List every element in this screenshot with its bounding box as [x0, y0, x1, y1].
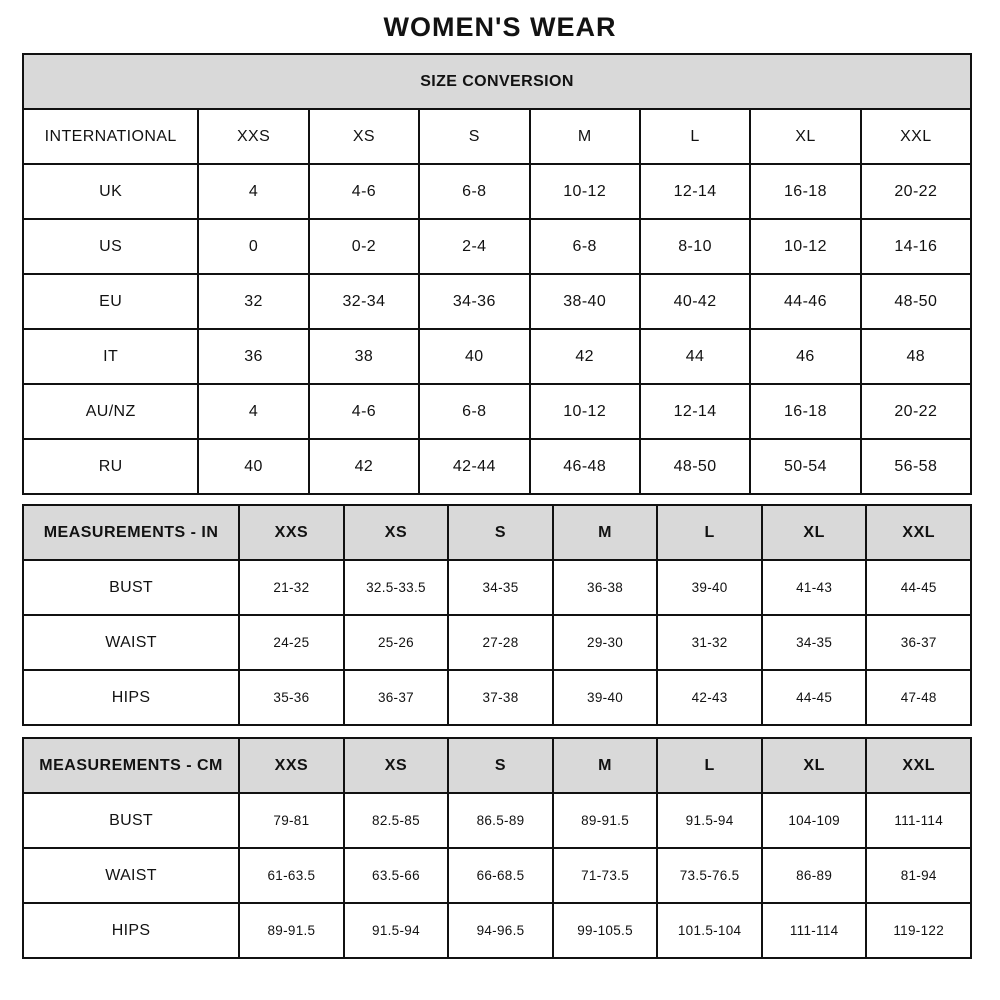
- size_conversion-value-cell: 44: [640, 329, 750, 384]
- measurements_in-value-cell: 44-45: [866, 560, 971, 615]
- size_conversion-row-au-nz: [23, 384, 971, 439]
- measurements_in-value-cell: 36-38: [553, 560, 658, 615]
- size_conversion-value-cell: 0-2: [309, 219, 419, 274]
- measurements_in-value-cell: 27-28: [448, 615, 553, 670]
- measurements_cm-header-label: MEASUREMENTS - CM: [23, 738, 239, 793]
- size_conversion-value-cell: 38-40: [530, 274, 640, 329]
- measurements_in-row-bust: [23, 560, 971, 615]
- size_conversion-row-international: [23, 109, 971, 164]
- size_conversion-value-cell: 6-8: [419, 384, 529, 439]
- measurements_in-row-label: BUST: [23, 560, 239, 615]
- measurements_in-value-cell: 37-38: [448, 670, 553, 725]
- size_conversion-value-cell: 40-42: [640, 274, 750, 329]
- size_conversion-value-cell: 4: [198, 164, 308, 219]
- size_conversion-value-cell: 32: [198, 274, 308, 329]
- measurements_cm-row-hips: [23, 903, 971, 958]
- measurements-cm-body: [23, 738, 971, 958]
- size_conversion-value-cell: 6-8: [419, 164, 529, 219]
- size_conversion-value-cell: 32-34: [309, 274, 419, 329]
- size_conversion-row-eu: [23, 274, 971, 329]
- measurements_cm-value-cell: 82.5-85: [344, 793, 449, 848]
- size_conversion-value-cell: 48-50: [861, 274, 971, 329]
- measurements_cm-value-cell: 104-109: [762, 793, 867, 848]
- measurements_cm-column-header: XL: [762, 738, 867, 793]
- measurements_cm-row-label: BUST: [23, 793, 239, 848]
- size_conversion-value-cell: 10-12: [530, 384, 640, 439]
- measurements-cm-table: [22, 737, 972, 959]
- size_conversion-value-cell: 44-46: [750, 274, 860, 329]
- size_conversion-row-label: UK: [23, 164, 198, 219]
- measurements_cm-row-bust: [23, 793, 971, 848]
- size_conversion-value-cell: 20-22: [861, 164, 971, 219]
- measurements_cm-value-cell: 91.5-94: [657, 793, 762, 848]
- measurements_in-value-cell: 35-36: [239, 670, 344, 725]
- size_conversion-value-cell: 20-22: [861, 384, 971, 439]
- measurements_in-value-cell: 34-35: [762, 615, 867, 670]
- measurements_cm-value-cell: 79-81: [239, 793, 344, 848]
- measurements_in-value-cell: 25-26: [344, 615, 449, 670]
- size_conversion-header-row: [23, 54, 971, 109]
- size_conversion-value-cell: 16-18: [750, 384, 860, 439]
- size_conversion-row-label: IT: [23, 329, 198, 384]
- measurements_cm-value-cell: 101.5-104: [657, 903, 762, 958]
- measurements_cm-value-cell: 66-68.5: [448, 848, 553, 903]
- measurements_cm-value-cell: 86.5-89: [448, 793, 553, 848]
- size_conversion-row-uk: [23, 164, 971, 219]
- measurements_in-value-cell: 44-45: [762, 670, 867, 725]
- size_conversion-value-cell: 4-6: [309, 164, 419, 219]
- measurements_cm-value-cell: 89-91.5: [553, 793, 658, 848]
- measurements_cm-value-cell: 71-73.5: [553, 848, 658, 903]
- measurements-in-body: [23, 505, 971, 725]
- size_conversion-value-cell: 38: [309, 329, 419, 384]
- measurements_in-value-cell: 29-30: [553, 615, 658, 670]
- size_conversion-row-it: [23, 329, 971, 384]
- measurements_in-column-header: XL: [762, 505, 867, 560]
- measurements_cm-value-cell: 73.5-76.5: [657, 848, 762, 903]
- measurements_cm-value-cell: 86-89: [762, 848, 867, 903]
- size_conversion-value-cell: 14-16: [861, 219, 971, 274]
- page-title: WOMEN'S WEAR: [383, 12, 617, 42]
- size_conversion-value-cell: 42: [309, 439, 419, 494]
- measurements_in-column-header: XXS: [239, 505, 344, 560]
- size_conversion-value-cell: XL: [750, 109, 860, 164]
- measurements_in-row-label: WAIST: [23, 615, 239, 670]
- size_conversion-value-cell: 4-6: [309, 384, 419, 439]
- measurements_cm-column-header: M: [553, 738, 658, 793]
- size_conversion-value-cell: 56-58: [861, 439, 971, 494]
- measurements_in-row-label: HIPS: [23, 670, 239, 725]
- measurements_cm-value-cell: 63.5-66: [344, 848, 449, 903]
- size_conversion-value-cell: 16-18: [750, 164, 860, 219]
- measurements_in-column-header: XXL: [866, 505, 971, 560]
- size_conversion-value-cell: 2-4: [419, 219, 529, 274]
- size_conversion-header-label: SIZE CONVERSION: [23, 54, 971, 109]
- measurements_cm-row-label: HIPS: [23, 903, 239, 958]
- size_conversion-value-cell: 46-48: [530, 439, 640, 494]
- measurements_in-value-cell: 42-43: [657, 670, 762, 725]
- size_conversion-row-us: [23, 219, 971, 274]
- measurements_cm-value-cell: 99-105.5: [553, 903, 658, 958]
- measurements_cm-value-cell: 94-96.5: [448, 903, 553, 958]
- size_conversion-value-cell: XS: [309, 109, 419, 164]
- measurements_cm-row-label: WAIST: [23, 848, 239, 903]
- size_conversion-value-cell: XXL: [861, 109, 971, 164]
- measurements_in-column-header: M: [553, 505, 658, 560]
- measurements_in-value-cell: 24-25: [239, 615, 344, 670]
- size_conversion-row-label: AU/NZ: [23, 384, 198, 439]
- measurements_in-header-label: MEASUREMENTS - IN: [23, 505, 239, 560]
- size_conversion-row-label: US: [23, 219, 198, 274]
- measurements_in-column-header: S: [448, 505, 553, 560]
- measurements_cm-row-waist: [23, 848, 971, 903]
- measurements_in-column-header: XS: [344, 505, 449, 560]
- measurements_in-row-waist: [23, 615, 971, 670]
- size_conversion-value-cell: 36: [198, 329, 308, 384]
- size_conversion-value-cell: 48: [861, 329, 971, 384]
- size_conversion-value-cell: 12-14: [640, 164, 750, 219]
- measurements_in-value-cell: 31-32: [657, 615, 762, 670]
- measurements_cm-value-cell: 91.5-94: [344, 903, 449, 958]
- measurements_in-column-header: L: [657, 505, 762, 560]
- measurements_cm-value-cell: 119-122: [866, 903, 971, 958]
- size-conversion-table: [22, 53, 972, 495]
- measurements_cm-column-header: XS: [344, 738, 449, 793]
- measurements_cm-value-cell: 111-114: [762, 903, 867, 958]
- size_conversion-value-cell: S: [419, 109, 529, 164]
- size_conversion-value-cell: M: [530, 109, 640, 164]
- measurements_cm-value-cell: 89-91.5: [239, 903, 344, 958]
- size_conversion-value-cell: 40: [198, 439, 308, 494]
- size_conversion-row-label: INTERNATIONAL: [23, 109, 198, 164]
- size_conversion-value-cell: 4: [198, 384, 308, 439]
- size_conversion-row-label: EU: [23, 274, 198, 329]
- measurements_in-value-cell: 21-32: [239, 560, 344, 615]
- measurements_in-value-cell: 36-37: [344, 670, 449, 725]
- measurements_cm-header-row: [23, 738, 971, 793]
- measurements_cm-column-header: XXS: [239, 738, 344, 793]
- size_conversion-value-cell: 40: [419, 329, 529, 384]
- measurements_in-value-cell: 36-37: [866, 615, 971, 670]
- measurements_in-row-hips: [23, 670, 971, 725]
- measurements_cm-value-cell: 111-114: [866, 793, 971, 848]
- measurements_in-header-row: [23, 505, 971, 560]
- size_conversion-value-cell: XXS: [198, 109, 308, 164]
- measurements_cm-value-cell: 81-94: [866, 848, 971, 903]
- size_conversion-value-cell: 6-8: [530, 219, 640, 274]
- size_conversion-value-cell: 50-54: [750, 439, 860, 494]
- measurements_in-value-cell: 39-40: [553, 670, 658, 725]
- size_conversion-value-cell: 10-12: [750, 219, 860, 274]
- size_conversion-value-cell: 46: [750, 329, 860, 384]
- measurements_cm-value-cell: 61-63.5: [239, 848, 344, 903]
- size_conversion-value-cell: 48-50: [640, 439, 750, 494]
- size-conversion-body: [23, 54, 971, 494]
- measurements_in-value-cell: 47-48: [866, 670, 971, 725]
- size_conversion-value-cell: 0: [198, 219, 308, 274]
- measurements-in-table: [22, 504, 972, 726]
- measurements_cm-column-header: L: [657, 738, 762, 793]
- size_conversion-row-ru: [23, 439, 971, 494]
- size_conversion-value-cell: 42: [530, 329, 640, 384]
- measurements_in-value-cell: 41-43: [762, 560, 867, 615]
- measurements_in-value-cell: 32.5-33.5: [344, 560, 449, 615]
- measurements_in-value-cell: 39-40: [657, 560, 762, 615]
- size_conversion-value-cell: 10-12: [530, 164, 640, 219]
- size_conversion-value-cell: 34-36: [419, 274, 529, 329]
- measurements_cm-column-header: XXL: [866, 738, 971, 793]
- measurements_cm-column-header: S: [448, 738, 553, 793]
- size_conversion-value-cell: 42-44: [419, 439, 529, 494]
- size_conversion-value-cell: 12-14: [640, 384, 750, 439]
- size_conversion-value-cell: L: [640, 109, 750, 164]
- measurements_in-value-cell: 34-35: [448, 560, 553, 615]
- size_conversion-row-label: RU: [23, 439, 198, 494]
- size_conversion-value-cell: 8-10: [640, 219, 750, 274]
